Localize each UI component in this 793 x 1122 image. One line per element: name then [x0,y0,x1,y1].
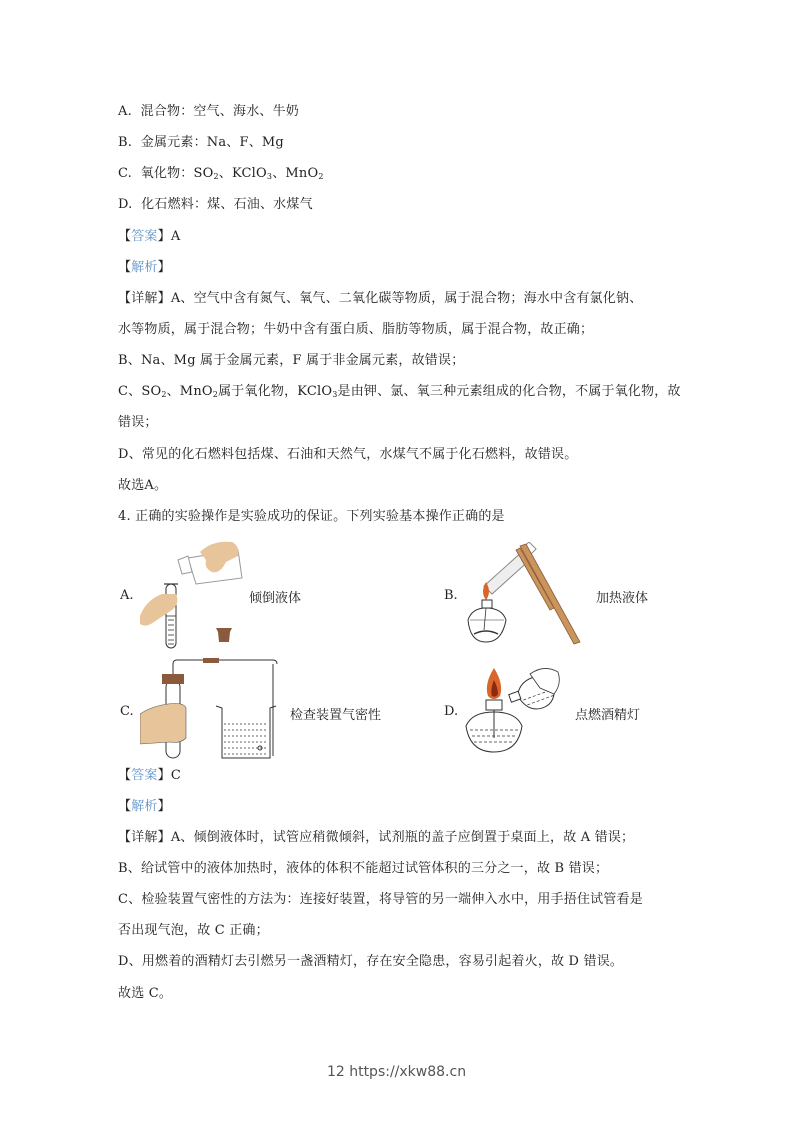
option-label: B. [118,135,133,150]
analysis-tag: 解析 [131,260,158,275]
q3-answer [118,229,180,245]
q3-detail-line [118,353,464,369]
detail-text: 故选 C。 [118,986,173,1001]
bracket-open: 【 [118,768,132,783]
option-label: A. [118,104,132,119]
q3-option-d [118,197,313,213]
q4-option-d-label: D. [444,704,459,719]
q4-option-c-label: C. [120,704,134,719]
subscript: 2 [318,172,324,181]
detail-text: 否出现气泡，故 C 正确； [118,923,269,938]
option-text: 、KClO [218,166,267,181]
q3-option-a [118,104,299,120]
q3-option-b [118,135,284,151]
q4-detail-line [118,892,643,908]
subscript: 3 [332,390,338,399]
detail-text: 错误； [118,415,158,430]
detail-tag: 详解 [131,830,158,845]
q4-option-c-caption: 检查装置气密性 [290,708,382,723]
detail-text: B、给试管中的液体加热时，液体的体积不能超过试管体积的三分之一，故 B 错误； [118,861,609,876]
answer-tag: 答案 [131,768,158,783]
checking-airtightness-figure [140,658,280,762]
subscript: 2 [161,390,167,399]
stopper-icon [162,674,184,684]
detail-text: D、常见的化石燃料包括煤、石油和天然气，水煤气不属于化石燃料，故错误。 [118,447,578,462]
q3-detail-line [118,322,593,338]
detail-text: 是由钾、氯、氧三种元素组成的化合物，不属于氧化物，故 [337,384,681,399]
question-stem: 4. 正确的实验操作是实验成功的保证。下列实验基本操作正确的是 [118,509,505,524]
page-footer: 12 https://xkw88.cn [326,1064,467,1080]
detail-text: A、倾倒液体时，试管应稍微倾斜，试剂瓶的盖子应倒置于桌面上，故 A 错误； [170,830,635,845]
bracket-close: 】 [157,799,171,814]
answer-tag: 答案 [131,229,158,244]
q3-detail-line [118,447,577,463]
option-text: 化石燃料：煤、石油、水煤气 [141,197,313,212]
detail-text: A、空气中含有氮气、氧气、二氧化碳等物质，属于混合物；海水中含有氯化钠、 [170,291,643,306]
stopper-icon [216,628,232,642]
q3-detail-line-c [118,384,681,400]
bracket-open: 【 [118,260,132,275]
analysis-tag: 解析 [131,799,158,814]
q3-analysis-heading [118,260,171,276]
q4-conclusion [118,986,172,1002]
option-label: D. [118,197,133,212]
q4-option-b-caption: 加热液体 [596,591,649,606]
bracket-open: 【 [118,291,132,306]
alcohol-lamp-icon [466,700,522,752]
option-label: C. [118,166,133,181]
detail-tag: 详解 [131,291,158,306]
option-text: 氧化物：SO [140,166,214,181]
option-text: 混合物：空气、海水、牛奶 [140,104,299,119]
detail-text: 故选A。 [118,478,168,493]
pouring-liquid-figure [140,540,250,652]
bracket-close: 】 [157,830,171,845]
answer-value: C [170,768,181,783]
bracket-open: 【 [118,799,132,814]
q4-option-b-label: B. [444,588,458,603]
rubber-tube-icon [203,658,219,663]
option-text: 、MnO [272,166,319,181]
q4-detail-line [118,954,623,970]
q4-detail-line [118,830,634,846]
q4-analysis-heading [118,799,171,815]
bracket-open: 【 [118,830,132,845]
detail-text: C、检验装置气密性的方法为：连接好装置，将导管的另一端伸入水中，用手捂住试管看是 [118,892,643,907]
hand-icon [140,704,186,745]
alcohol-lamp-icon [468,600,506,642]
q4-option-d-caption: 点燃酒精灯 [575,708,641,723]
q4-answer [118,768,181,784]
detail-text: 、MnO [166,384,213,399]
q3-conclusion [118,478,167,494]
q4-stem [118,509,505,525]
heating-liquid-figure [464,542,584,652]
detail-text: D、用燃着的酒精灯去引燃另一盏酒精灯，存在安全隐患，容易引起着火，故 D 错误。 [118,954,624,969]
beaker-icon [216,706,276,758]
detail-text: C、SO [118,384,162,399]
bracket-close: 】 [157,291,171,306]
subscript: 2 [213,172,219,181]
lighting-alcohol-lamp-figure [464,664,564,758]
detail-text: 属于氧化物，KClO [218,384,333,399]
bracket-close: 】 [157,229,171,244]
q4-detail-line [118,861,608,877]
bracket-close: 】 [157,768,171,783]
q4-option-a-label: A. [120,588,134,603]
answer-value: A [170,229,181,244]
q4-option-a-caption: 倾倒液体 [249,591,302,606]
q3-option-c [118,166,324,182]
test-tube-icon [164,584,178,648]
subscript: 3 [266,172,273,181]
detail-text: B、Na、Mg 属于金属元素，F 属于非金属元素，故错误； [118,353,465,368]
test-tube-holder-icon [520,544,580,644]
detail-text: 水等物质，属于混合物；牛奶中含有蛋白质、脂肪等物质，属于混合物，故正确； [118,322,594,337]
option-text: 金属元素：Na、F、Mg [140,135,284,150]
bracket-open: 【 [118,229,132,244]
bracket-close: 】 [157,260,171,275]
q3-detail-line [118,291,642,307]
q4-detail-line [118,923,269,939]
q3-detail-line [118,415,158,431]
subscript: 2 [212,390,219,399]
